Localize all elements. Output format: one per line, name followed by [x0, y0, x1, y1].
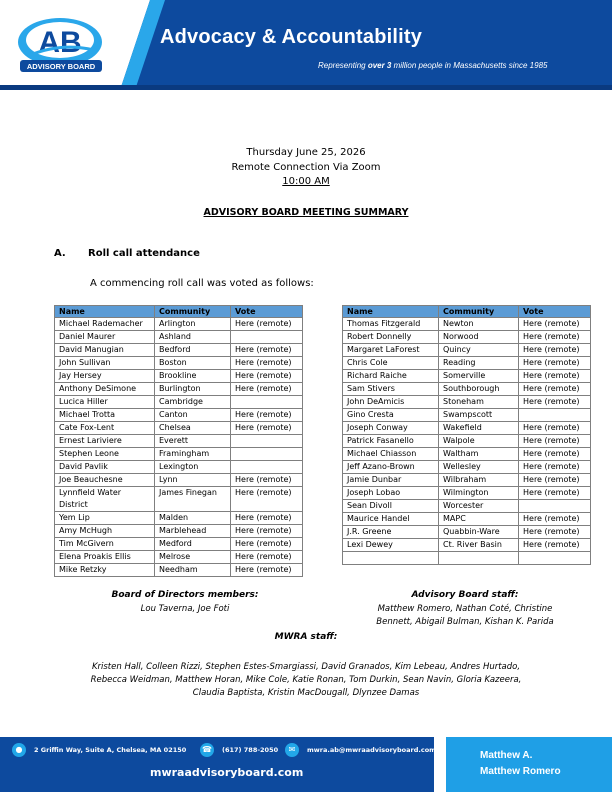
logo-caption: ADVISORY BOARD — [26, 62, 96, 71]
mwra-staff-line1: Kristen Hall, Colleen Rizzi, Stephen Estes-Smargiassi, David Granados, Kim Lebeau, Andres Hurtado, — [91, 662, 521, 672]
cell-name: Joe Beauchesne — [55, 474, 155, 487]
footer-name-2: Matthew Romero — [480, 766, 561, 777]
cell-name: Amy McHugh — [55, 525, 155, 538]
cell-community: Southborough — [439, 383, 519, 396]
cell-community: Quincy — [439, 344, 519, 357]
cell-community: Burlington — [155, 383, 231, 396]
cell-name: Lexi Dewey — [343, 539, 439, 552]
roll-call-table-right — [342, 305, 591, 565]
footer-name-1: Matthew A. — [480, 750, 533, 761]
cell-vote: Here (remote) — [519, 448, 591, 461]
table-body-left — [55, 318, 303, 577]
cell-community: Wakefield — [439, 422, 519, 435]
org-title: Advocacy & Accountability — [160, 26, 423, 48]
cell-name: Mike Retzky — [55, 564, 155, 577]
table-row — [343, 487, 591, 500]
cell-community: Boston — [155, 357, 231, 370]
cell-vote: Here (remote) — [231, 487, 303, 512]
cell-name: Richard Raiche — [343, 370, 439, 383]
table-row — [343, 318, 591, 331]
cell-vote: Here (remote) — [231, 474, 303, 487]
cell-vote: Here (remote) — [231, 409, 303, 422]
cell-community: Quabbin-Ware — [439, 526, 519, 539]
table-row — [343, 422, 591, 435]
cell-vote: Here (remote) — [231, 383, 303, 396]
cell-name: Lucica Hiller — [55, 396, 155, 409]
table-row — [55, 318, 303, 331]
cell-name: Michael Rademacher — [55, 318, 155, 331]
cell-vote: Here (remote) — [519, 539, 591, 552]
section-letter: A. — [54, 248, 66, 259]
table-row — [343, 344, 591, 357]
cell-vote — [231, 396, 303, 409]
ab-staff-line2: Bennett, Abigail Bulman, Kishan K. Parida — [376, 617, 554, 627]
table-row — [55, 331, 303, 344]
cell-community: Swampscott — [439, 409, 519, 422]
cell-community: Melrose — [155, 551, 231, 564]
cell-vote: Here (remote) — [231, 538, 303, 551]
location-pin-icon: ● — [12, 743, 26, 757]
cell-vote: Here (remote) — [519, 357, 591, 370]
cell-community: Walpole — [439, 435, 519, 448]
tagline-bold: over 3 — [367, 61, 392, 70]
cell-vote: Here (remote) — [519, 370, 591, 383]
cell-community: Needham — [155, 564, 231, 577]
table-header-row — [55, 306, 303, 318]
footer-website[interactable]: mwraadvisoryboard.com — [150, 766, 304, 779]
cell-community: Ashland — [155, 331, 231, 344]
table-row — [343, 357, 591, 370]
table-row — [55, 461, 303, 474]
cell-name: Sean Divoll — [343, 500, 439, 513]
table-row — [55, 474, 303, 487]
cell-vote: Here (remote) — [519, 383, 591, 396]
cell-community: Lynn — [155, 474, 231, 487]
cell-community: Newton — [439, 318, 519, 331]
table-body-right — [343, 318, 591, 565]
cell-name: David Manugian — [55, 344, 155, 357]
table-row — [343, 383, 591, 396]
cell-vote: Here (remote) — [519, 435, 591, 448]
cell-name: Robert Donnelly — [343, 331, 439, 344]
phone-icon: ☎ — [200, 743, 214, 757]
table-row — [55, 512, 303, 525]
cell-community: Wilmington — [439, 487, 519, 500]
table-row — [343, 552, 591, 565]
cell-community: Waltham — [439, 448, 519, 461]
section-heading — [54, 248, 200, 259]
cell-name: Stephen Leone — [55, 448, 155, 461]
board-heading: Board of Directors members: — [111, 590, 259, 600]
table-row — [343, 448, 591, 461]
cell-vote: Here (remote) — [519, 513, 591, 526]
cell-vote: Here (remote) — [519, 422, 591, 435]
cell-name: David Pavlik — [55, 461, 155, 474]
cell-community: Worcester — [439, 500, 519, 513]
table-row — [343, 474, 591, 487]
tagline-pre: Representing — [318, 61, 368, 70]
meeting-time-text: 10:00 AM — [282, 176, 330, 187]
cell-name: Jay Hersey — [55, 370, 155, 383]
cell-community: Medford — [155, 538, 231, 551]
cell-vote: Here (remote) — [231, 512, 303, 525]
cell-vote: Here (remote) — [231, 318, 303, 331]
footer-address: 2 Griffin Way, Suite A, Chelsea, MA 02150 — [34, 746, 187, 754]
cell-name: Maurice Handel — [343, 513, 439, 526]
cell-community: Arlington — [155, 318, 231, 331]
cell-vote — [519, 552, 591, 565]
meeting-location: Remote Connection Via Zoom — [231, 162, 381, 173]
cell-community: Bedford — [155, 344, 231, 357]
table-row — [343, 435, 591, 448]
meeting-time — [0, 176, 612, 187]
cell-vote — [231, 331, 303, 344]
cell-vote: Here (remote) — [231, 344, 303, 357]
table-row — [343, 370, 591, 383]
cell-name: Tim McGivern — [55, 538, 155, 551]
cell-community: Everett — [155, 435, 231, 448]
cell-vote: Here (remote) — [231, 422, 303, 435]
advisory-board-logo — [14, 12, 110, 76]
page-footer — [0, 737, 612, 792]
table-row — [55, 344, 303, 357]
cell-vote: Here (remote) — [231, 370, 303, 383]
table-row — [55, 525, 303, 538]
cell-vote: Here (remote) — [519, 396, 591, 409]
header-community: Community — [155, 306, 231, 318]
table-row — [55, 487, 303, 512]
cell-community: Cambridge — [155, 396, 231, 409]
cell-name: Elena Proakis Ellis — [55, 551, 155, 564]
cell-community: Stoneham — [439, 396, 519, 409]
cell-community: Ct. River Basin — [439, 539, 519, 552]
ab-staff-line1: Matthew Romero, Nathan Coté, Christine — [377, 604, 553, 614]
cell-vote: Here (remote) — [231, 551, 303, 564]
cell-vote: Here (remote) — [519, 487, 591, 500]
cell-vote — [519, 409, 591, 422]
cell-name: Yem Lip — [55, 512, 155, 525]
table-row — [55, 370, 303, 383]
cell-name: Jamie Dunbar — [343, 474, 439, 487]
cell-vote — [231, 448, 303, 461]
header-name: Name — [55, 306, 155, 318]
cell-community: Reading — [439, 357, 519, 370]
cell-community: Wellesley — [439, 461, 519, 474]
tagline — [318, 61, 547, 70]
meeting-date: Thursday June 25, 2026 — [246, 147, 366, 158]
cell-vote — [231, 461, 303, 474]
cell-community: Marblehead — [155, 525, 231, 538]
cell-vote: Here (remote) — [231, 564, 303, 577]
page-header — [0, 0, 612, 90]
table-row — [55, 538, 303, 551]
mwra-staff-heading: MWRA staff: — [274, 632, 338, 642]
board-names: Lou Taverna, Joe Foti — [140, 604, 230, 614]
cell-vote: Here (remote) — [231, 357, 303, 370]
table-row — [343, 396, 591, 409]
table-row — [55, 396, 303, 409]
cell-vote: Here (remote) — [519, 474, 591, 487]
header-vote: Vote — [519, 306, 591, 318]
cell-name: Michael Trotta — [55, 409, 155, 422]
cell-community: Chelsea — [155, 422, 231, 435]
cell-vote: Here (remote) — [231, 525, 303, 538]
cell-community: Malden — [155, 512, 231, 525]
cell-name: Chris Cole — [343, 357, 439, 370]
mwra-staff-line2: Rebecca Weidman, Matthew Horan, Mike Cole, Katie Ronan, Tom Durkin, Sean Navin, Gloria Kazeera, — [90, 675, 522, 685]
table-row — [55, 383, 303, 396]
cell-vote: Here (remote) — [519, 526, 591, 539]
footer-phone: (617) 788-2050 — [222, 746, 279, 754]
table-row — [343, 409, 591, 422]
cell-community: Brookline — [155, 370, 231, 383]
cell-community — [439, 552, 519, 565]
cell-name: Daniel Maurer — [55, 331, 155, 344]
roll-call-intro: A commencing roll call was voted as follows: — [90, 278, 314, 289]
table-row — [55, 551, 303, 564]
table-row — [55, 564, 303, 577]
cell-community: Wilbraham — [439, 474, 519, 487]
cell-community: James Finegan — [155, 487, 231, 512]
cell-vote: Here (remote) — [519, 318, 591, 331]
table-row — [343, 331, 591, 344]
section-title: Roll call attendance — [88, 248, 200, 259]
header-community: Community — [439, 306, 519, 318]
cell-name: Thomas Fitzgerald — [343, 318, 439, 331]
email-icon: ✉ — [285, 743, 299, 757]
footer-email[interactable]: mwra.ab@mwraadvisoryboard.com — [307, 746, 436, 754]
cell-name: John Sullivan — [55, 357, 155, 370]
table-row — [343, 526, 591, 539]
cell-vote: Here (remote) — [519, 331, 591, 344]
cell-vote: Here (remote) — [519, 344, 591, 357]
table-row — [343, 513, 591, 526]
cell-community: Canton — [155, 409, 231, 422]
table-row — [343, 539, 591, 552]
cell-name: Cate Fox-Lent — [55, 422, 155, 435]
cell-name — [343, 552, 439, 565]
table-row — [55, 435, 303, 448]
cell-name: Ernest Lariviere — [55, 435, 155, 448]
table-header-row — [343, 306, 591, 318]
table-row — [55, 422, 303, 435]
cell-community: MAPC — [439, 513, 519, 526]
tagline-post: million people in Massachusetts since 1985 — [391, 61, 548, 70]
table-row — [343, 500, 591, 513]
cell-community: Norwood — [439, 331, 519, 344]
document-title: ADVISORY BOARD MEETING SUMMARY — [203, 207, 409, 218]
cell-name: Joseph Conway — [343, 422, 439, 435]
table-row — [55, 357, 303, 370]
cell-name: Gino Cresta — [343, 409, 439, 422]
cell-vote — [231, 435, 303, 448]
roll-call-table-left — [54, 305, 303, 577]
table-row — [343, 461, 591, 474]
cell-name: Sam Stivers — [343, 383, 439, 396]
cell-community: Lexington — [155, 461, 231, 474]
header-vote: Vote — [231, 306, 303, 318]
table-row — [55, 448, 303, 461]
cell-community: Somerville — [439, 370, 519, 383]
cell-name: Anthony DeSimone — [55, 383, 155, 396]
table-row — [55, 409, 303, 422]
cell-name: Patrick Fasanello — [343, 435, 439, 448]
ab-staff-heading: Advisory Board staff: — [411, 590, 519, 600]
cell-name: Joseph Lobao — [343, 487, 439, 500]
svg-text:AB: AB — [38, 26, 82, 59]
cell-name: Michael Chiasson — [343, 448, 439, 461]
cell-vote — [519, 500, 591, 513]
cell-name: Margaret LaForest — [343, 344, 439, 357]
cell-name: John DeAmicis — [343, 396, 439, 409]
cell-name: J.R. Greene — [343, 526, 439, 539]
header-name: Name — [343, 306, 439, 318]
mwra-staff-line3: Claudia Baptista, Kristin MacDougall, Dlynzee Damas — [192, 688, 420, 698]
cell-name: Lynnfield Water District — [55, 487, 155, 512]
cell-community: Framingham — [155, 448, 231, 461]
cell-name: Jeff Azano-Brown — [343, 461, 439, 474]
cell-vote: Here (remote) — [519, 461, 591, 474]
